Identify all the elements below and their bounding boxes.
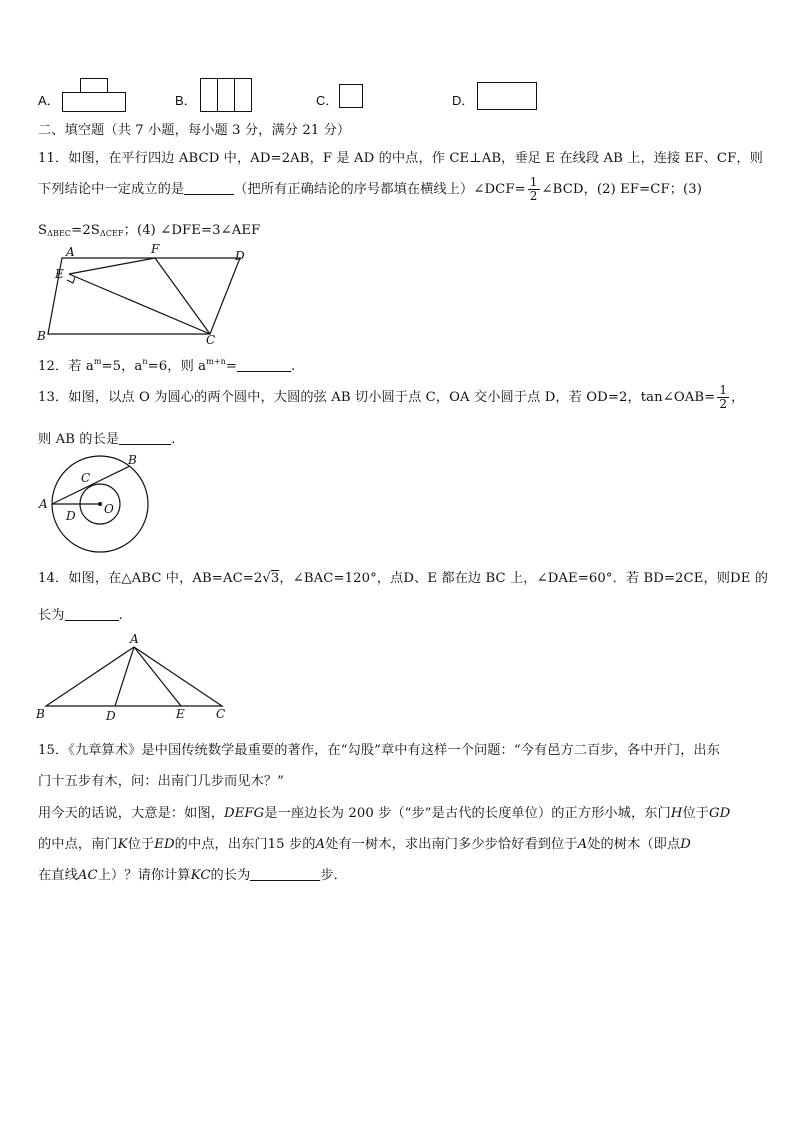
q13-label-a: A [39, 497, 48, 511]
q11-label-d: D [235, 249, 245, 263]
option-d-figure [477, 82, 537, 110]
q14-answer-blank[interactable] [65, 620, 119, 621]
q11-label-a: A [66, 245, 75, 259]
q14-line2: 长为 . [38, 608, 123, 623]
q13-answer-blank[interactable] [119, 444, 171, 445]
q15-line3: 用今天的话说，大意是：如图，DEFG是一座边长为 200 步（“步”是古代的长度单位）的正方形小城，东门H位于GD [38, 806, 731, 821]
q13-line1: 13．如图，以点 O 为圆心的两个圆中，大圆的弦 AB 切小圆于点 C，OA 交小圆于点 D，若 OD=2，tan∠OAB= $\frac{1}{2}$ ， [38, 383, 745, 411]
q14-label-a: A [130, 632, 139, 646]
q11-label-e: E [55, 267, 64, 281]
option-c-figure [339, 84, 363, 108]
q11-line1: 11．如图，在平行四边 ABCD 中，AD=2AB，F 是 AD 的中点，作 CE⊥AB，垂足 E 在线段 AB 上，连接 EF、CF，则 [38, 151, 763, 166]
sqrt-symbol: √ [262, 571, 271, 586]
q11-label-f: F [151, 242, 160, 256]
option-c-label: C． [316, 93, 339, 108]
q15-line4: 的中点，南门K位于ED的中点，出东门15 步的A处有一树木，求出南门多少步恰好看到位于A处的树木（即点D [38, 837, 691, 852]
q11-fraction: $\frac{1}{2}$ [529, 175, 538, 203]
option-d-label: D． [452, 93, 475, 108]
q13-circles-figure [35, 450, 155, 555]
q12-answer-blank[interactable] [237, 371, 291, 372]
q15-line2: 门十五步有木，问：出南门几步而见木？” [38, 774, 285, 789]
q13-label-b: B [128, 453, 137, 467]
q11-label-b: B [37, 329, 46, 343]
q11-answer-blank[interactable] [184, 194, 234, 195]
q11-line2: 下列结论中一定成立的是 （把所有正确结论的序号都填在横线上）∠DCF= $\frac{1}{2}$ ∠BCD，(2) EF=CF；(3) [38, 175, 702, 203]
q15-answer-blank[interactable] [250, 880, 320, 881]
q11-line3: $S_{\Delta BEC}=2S_{\Delta CEF}$；(4) ∠DFE=3∠AEF [38, 223, 261, 238]
q13-label-d: D [66, 509, 76, 523]
q13-line2: 则 AB 的长是 . [38, 432, 176, 447]
q14-label-b: B [36, 707, 45, 721]
q14-label-d: D [106, 709, 116, 723]
q15-line1: 15．《九章算术》是中国传统数学最重要的著作，在“勾股”章中有这样一个问题：“今有邑方二百步，各中开门，出东 [38, 743, 720, 758]
q14-triangle-figure [30, 632, 240, 724]
q14-label-e: E [176, 707, 185, 721]
option-b-label: B． [175, 93, 197, 108]
q15-line5: 在直线AC上）？请你计算KC的长为 步． [38, 868, 347, 883]
q12-text: 12．若 $a^m=5$，$a^n=6$，则 $a^{m+n}=$ . [38, 357, 296, 374]
q11-label-c: C [206, 333, 216, 345]
q11-parallelogram-figure [30, 240, 260, 345]
q14-line1: 14．如图，在△ABC 中，AB=AC=2√3，∠BAC=120°，点D、E 都在边 BC 上，∠DAE=60°．若 BD=2CE，则DE 的 [38, 571, 769, 586]
q13-label-c: C [81, 471, 91, 485]
q13-label-o: O [104, 502, 114, 516]
q14-label-c: C [216, 707, 226, 721]
option-a-label: A． [38, 93, 60, 108]
q13-fraction: $\frac{1}{2}$ [719, 383, 728, 411]
section-title: 二、填空题（共 7 小题，每小题 3 分，满分 21 分） [38, 123, 351, 138]
